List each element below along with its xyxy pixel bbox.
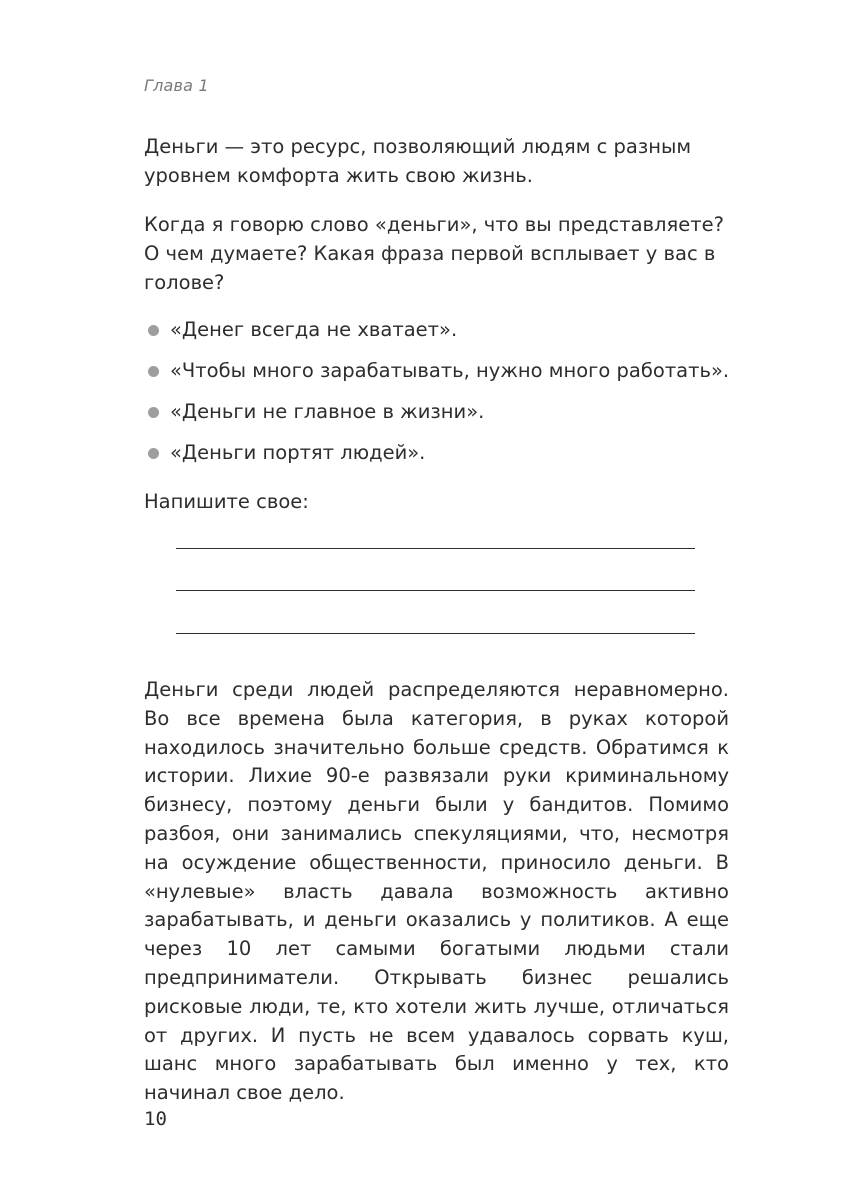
- paragraph-question: Когда я говорю слово «деньги», что вы представляете? О чем думаете? Какая фраза первой всплывает у вас в голове?: [144, 213, 724, 294]
- page-number: 10: [144, 1108, 167, 1130]
- bullet-list: [144, 316, 744, 480]
- paragraph-intro: Деньги — это ресурс, позволяющий людям с разным уровнем комфорта жить свою жизнь.: [144, 135, 692, 187]
- write-prompt: Напишите свое:: [144, 490, 309, 513]
- bullet-dot-icon: [148, 448, 159, 459]
- bullet-dot-icon: [148, 325, 159, 336]
- paragraph-history: Деньги среди людей распределяются неравномерно. Во все времена была категория, в руках которой находилось значительно больше средств. Обратимся к истории. Лихие 90-е развязали руки криминальному бизнесу, поэтому деньги были у бандитов. Помимо разбоя, они занимались спекуляциями, что, несмотря на осуждение общественности, приносило деньги. В «нулевые» власть давала возможность активно зарабатывать, и деньги оказались у политиков. А еще через 10 лет самыми богатыми людьми стали предприниматели. Открывать бизнес решались рисковые люди, те, кто хотели жить лучше, отличаться от других. И пусть не всем удавалось сорвать куш, шанс много зарабатывать был именно у тех, кто начинал свое дело.: [144, 678, 729, 1105]
- list-item: [144, 316, 744, 357]
- chapter-label: Глава 1: [144, 76, 209, 95]
- answer-line: [176, 548, 695, 549]
- list-item: [144, 439, 744, 480]
- list-item-text: «Деньги портят людей».: [170, 441, 426, 464]
- bullet-dot-icon: [148, 366, 159, 377]
- list-item: [144, 357, 744, 398]
- list-item-text: «Деньги не главное в жизни».: [170, 400, 485, 423]
- answer-line: [176, 633, 695, 634]
- bullet-dot-icon: [148, 407, 159, 418]
- answer-line: [176, 590, 695, 591]
- list-item: [144, 398, 744, 439]
- list-item-text: «Чтобы много зарабатывать, нужно много работать».: [170, 359, 730, 382]
- list-item-text: «Денег всегда не хватает».: [170, 318, 458, 341]
